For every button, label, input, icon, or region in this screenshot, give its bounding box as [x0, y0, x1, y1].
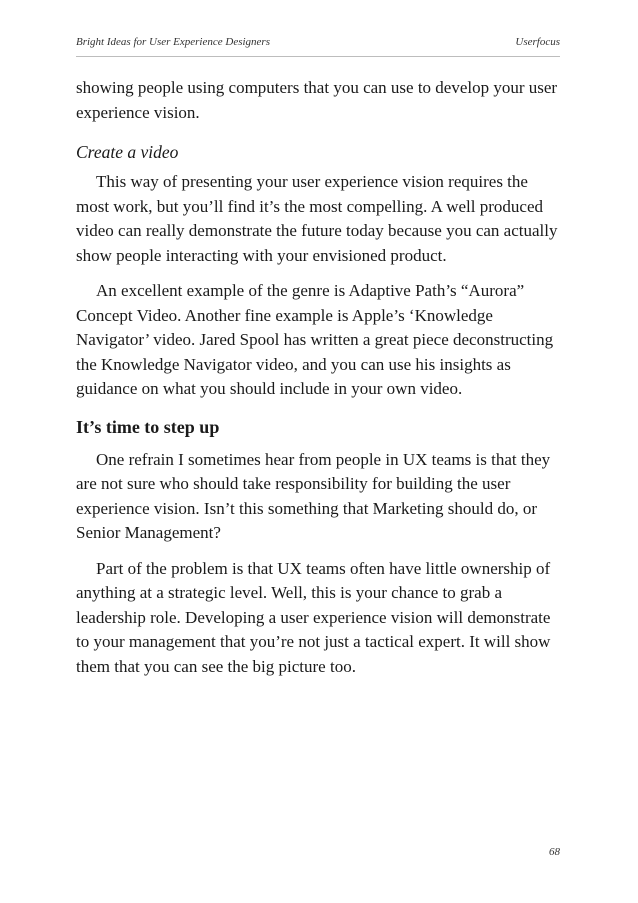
- publisher-name: Userfocus: [515, 36, 560, 48]
- page-number: 68: [549, 846, 560, 858]
- paragraph: An excellent example of the genre is Adaptive Path’s “Aurora” Concept Video. Another fine example is Apple’s ‘Knowledge Navigator’ video. Jared Spool has written a great piece deconstructing the Knowledge Navigator video, and you can use his insights as guidance on what you should include in your own video.: [76, 281, 554, 398]
- paragraph: One refrain I sometimes hear from people in UX teams is that they are not sure who should take responsibility for building the user experience vision. Isn’t this something that Marketing should do, or Senior Management?: [76, 449, 551, 542]
- book-title: Bright Ideas for User Experience Designers: [76, 36, 270, 48]
- continued-paragraph: showing people using computers that you can use to develop your user experience vision.: [76, 78, 558, 122]
- section-heading-step-up: It’s time to step up: [76, 416, 220, 437]
- paragraph: Part of the problem is that UX teams often have little ownership of anything at a strategic level. Well, this is your chance to grab a leadership role. Developing a user experience vision will demonstrate to your management that you’re not just a tactical expert. It will show them that you can see the big picture too.: [76, 558, 551, 676]
- section-heading-create-video: Create a video: [76, 142, 179, 162]
- paragraph: This way of presenting your user experience vision requires the most work, but you’ll find it’s the most compelling. A well produced video can really demonstrate the future today because you can actually show people interacting with your envisioned product.: [76, 172, 558, 265]
- running-header: [76, 36, 560, 57]
- page-body: [76, 76, 564, 690]
